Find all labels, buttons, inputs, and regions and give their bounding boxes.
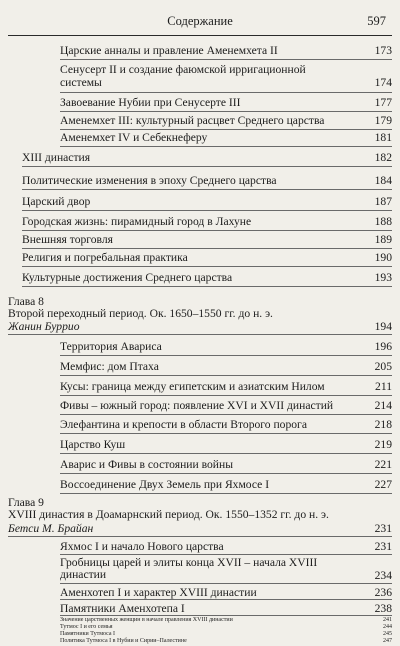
toc-entry[interactable] <box>60 360 392 376</box>
toc-entry-page: 174 <box>374 76 392 89</box>
toc-entry-title: Царский двор <box>22 195 91 208</box>
toc-rule <box>22 266 392 267</box>
toc-entry[interactable] <box>60 399 392 415</box>
toc-rule <box>60 92 392 93</box>
toc-entry[interactable] <box>22 215 392 231</box>
toc-entry[interactable] <box>22 233 392 249</box>
header-rule <box>8 35 392 36</box>
toc-entry-page: 188 <box>374 215 392 228</box>
toc-entry[interactable] <box>60 638 392 645</box>
toc-entry-page: 221 <box>374 458 392 471</box>
toc-entry-title: Кусы: граница между египетским и азиатским Нилом <box>60 380 325 393</box>
toc-entry[interactable] <box>60 131 392 147</box>
toc-rule <box>60 599 392 600</box>
chapter-author: Жанин Буррио <box>8 320 80 333</box>
chapter-title: Второй переходный период. Ок. 1650–1550 гг. до н. э. <box>8 307 273 320</box>
toc-entry-title: Мемфис: дом Птаха <box>60 360 159 373</box>
toc-entry-page: 182 <box>374 151 392 164</box>
toc-rule <box>60 111 392 112</box>
toc-entry[interactable] <box>60 44 392 60</box>
toc-rule <box>60 414 392 415</box>
toc-entry-title: Аменемхет IV и Себекнеферу <box>60 131 208 144</box>
toc-rule <box>60 433 392 434</box>
toc-rule <box>60 375 392 376</box>
toc-rule <box>22 286 392 287</box>
toc-entry-page: 214 <box>374 399 392 412</box>
toc-entry[interactable] <box>60 586 392 600</box>
header-page-number: 597 <box>367 14 386 28</box>
toc-entry[interactable] <box>60 114 392 130</box>
toc-entry-page: 205 <box>374 360 392 373</box>
toc-entry-page: 173 <box>374 44 392 57</box>
toc-entry-title: Территория Авариса <box>60 340 162 353</box>
toc-entry-page: 231 <box>374 540 392 553</box>
toc-rule <box>60 583 392 584</box>
toc-entry-page: 231 <box>374 522 392 535</box>
toc-entry[interactable] <box>60 96 392 112</box>
toc-entry-page: 184 <box>374 174 392 187</box>
toc-entry-page: 247 <box>383 638 392 644</box>
toc-entry-title: Городская жизнь: пирамидный город в Лахуне <box>22 215 252 228</box>
toc-entry-title: Аменхотеп I и характер XVIII династии <box>60 586 257 599</box>
chapter-label: Глава 9 <box>8 496 44 509</box>
toc-entry-title: Воссоединение Двух Земель при Яхмосе I <box>60 478 270 491</box>
toc-entry-title: Политические изменения в эпоху Среднего царства <box>22 174 277 187</box>
toc-rule <box>60 453 392 454</box>
toc-rule <box>22 166 392 167</box>
toc-entry[interactable] <box>60 624 392 631</box>
toc-rule <box>60 493 392 494</box>
toc-entry-page: 190 <box>374 251 392 264</box>
toc-entry[interactable] <box>22 151 392 167</box>
toc-entry-page: 236 <box>374 586 392 599</box>
toc-rule <box>60 59 392 60</box>
toc-entry-page: 211 <box>375 380 392 393</box>
toc-entry-page: 189 <box>374 233 392 246</box>
toc-entry-page: 193 <box>374 271 392 284</box>
toc-entry[interactable] <box>60 617 392 624</box>
toc-entry[interactable] <box>22 251 392 267</box>
toc-entry-title: Завоевание Нубии при Сенусерте III <box>60 96 241 109</box>
toc-entry-title: Внешняя торговля <box>22 233 113 246</box>
toc-entry-page: 244 <box>383 624 392 630</box>
toc-rule <box>8 536 392 537</box>
toc-entry-title: Памятники Аменхотепа I <box>60 602 185 615</box>
toc-entry-title: Гробницы царей и элиты конца XVII – начала XVIII династии <box>60 556 318 581</box>
toc-entry[interactable] <box>60 458 392 474</box>
toc-entry-page: 194 <box>374 320 392 333</box>
toc-rule <box>22 189 392 190</box>
toc-entry[interactable] <box>60 557 392 584</box>
toc-rule <box>60 554 392 555</box>
toc-entry-title: Царство Куш <box>60 438 126 451</box>
toc-entry-page: 179 <box>374 114 392 127</box>
toc-entry-page: 196 <box>374 340 392 353</box>
toc-rule <box>60 146 392 147</box>
toc-entry[interactable] <box>60 340 392 356</box>
header-title: Содержание <box>167 14 233 28</box>
toc-entry[interactable] <box>60 380 392 396</box>
toc-entry-page: 234 <box>374 569 392 582</box>
toc-entry[interactable] <box>60 418 392 434</box>
toc-entry-page: 241 <box>383 617 392 623</box>
chapter-author-entry[interactable] <box>8 320 392 335</box>
toc-entry-title: Царские анналы и правление Аменемхета II <box>60 44 278 57</box>
toc-entry-page: 218 <box>374 418 392 431</box>
toc-entry-title: Значение царственных женщин в начале правления XVIII династии <box>60 617 233 623</box>
toc-entry-title: XIII династия <box>22 151 91 164</box>
toc-rule <box>22 248 392 249</box>
toc-entry-page: 187 <box>374 195 392 208</box>
toc-entry-title: Культурные достижения Среднего царства <box>22 271 233 284</box>
toc-entry-title: Политика Тутмоса I в Нубии и Сирии–Палестине <box>60 638 187 644</box>
toc-entry[interactable] <box>22 271 392 287</box>
toc-entry-title: Аварис и Фивы в состоянии войны <box>60 458 233 471</box>
toc-rule <box>60 615 392 616</box>
toc-rule <box>60 395 392 396</box>
toc-entry[interactable] <box>22 195 392 211</box>
toc-entry-title: Религия и погребальная практика <box>22 251 188 264</box>
toc-entry[interactable] <box>22 174 392 190</box>
toc-entry[interactable] <box>60 631 392 638</box>
toc-entry[interactable] <box>60 478 392 494</box>
toc-entry-page: 227 <box>374 478 392 491</box>
toc-entry-title: Памятники Тутмоса I <box>60 631 116 637</box>
toc-rule <box>60 473 392 474</box>
toc-entry[interactable] <box>60 540 392 555</box>
toc-entry-page: 181 <box>374 131 392 144</box>
toc-entry-title: Фивы – южный город: появление XVI и XVII династий <box>60 399 334 412</box>
toc-entry[interactable] <box>60 602 392 616</box>
toc-rule <box>22 210 392 211</box>
toc-entry-title: Яхмос I и начало Нового царства <box>60 540 224 553</box>
chapter-title: XVIII династия в Доамарнский период. Ок. 1550–1352 гг. до н. э. <box>8 508 329 521</box>
toc-rule <box>8 334 392 335</box>
toc-entry-page: 245 <box>383 631 392 637</box>
toc-entry[interactable] <box>60 63 392 93</box>
toc-entry[interactable] <box>60 438 392 454</box>
toc-rule <box>60 129 392 130</box>
chapter-label: Глава 8 <box>8 295 44 308</box>
toc-entry-title: Тутмос I и его семья <box>60 624 113 630</box>
running-header <box>0 14 400 34</box>
toc-entry-page: 219 <box>374 438 392 451</box>
toc-entry-title: Элефантина и крепости в области Второго порога <box>60 418 307 431</box>
toc-entry-page: 238 <box>374 602 392 615</box>
chapter-author: Бетси М. Брайан <box>8 522 94 535</box>
toc-entry-page: 177 <box>374 96 392 109</box>
toc-rule <box>60 355 392 356</box>
toc-entry-title: Сенусерт II и создание фаюмской ирригационной системы <box>60 63 306 89</box>
toc-rule <box>22 230 392 231</box>
chapter-author-entry[interactable] <box>8 522 392 537</box>
toc-entry-title: Аменемхет III: культурный расцвет Среднего царства <box>60 114 325 127</box>
